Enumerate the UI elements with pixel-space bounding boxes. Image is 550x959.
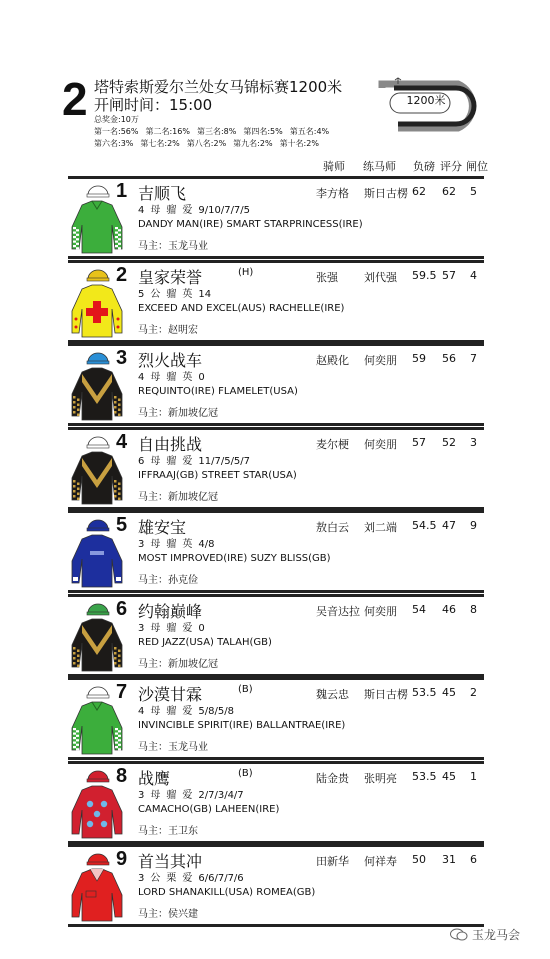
saddle-number: 9: [116, 848, 128, 870]
horse-age: 4: [138, 372, 145, 383]
horse-name: 沙漠甘霖: [138, 685, 203, 704]
prize-10: 第十名:2%: [279, 139, 319, 148]
jockey-name: 陆金贵: [316, 771, 349, 785]
horse-origin: 爱: [182, 873, 193, 884]
horse-name: 皇家荣誉: [138, 267, 203, 287]
trainer-name: 何奕朋: [364, 354, 397, 367]
rating-value: 31: [442, 853, 456, 866]
row-divider: [68, 761, 484, 764]
horse-age: 5: [138, 288, 145, 300]
owner-name: 孙克俭: [168, 575, 198, 586]
saddle-number: 1: [116, 180, 128, 202]
trainer-name: 刘二端: [364, 521, 397, 534]
prize-9: 第九名:2%: [233, 139, 273, 148]
recent-form: 0: [198, 622, 205, 634]
recent-form: 2/7/3/4/7: [198, 789, 244, 801]
rating-value: 46: [442, 602, 456, 616]
horse-origin: 爱: [182, 706, 193, 717]
owner-name: 玉龙马业: [168, 241, 208, 252]
horse-sex: 母: [150, 539, 161, 550]
prize-6: 第六名:3%: [94, 139, 134, 148]
prize-8: 第八名:2%: [186, 139, 227, 148]
row-divider: [68, 427, 484, 430]
track-distance-label: 1200米: [406, 94, 446, 107]
weight-value: 62: [412, 185, 426, 198]
race-header: [62, 70, 490, 158]
recent-form: 4/8: [198, 539, 215, 550]
horse-age: 3: [138, 622, 145, 634]
draw-value: 2: [470, 686, 477, 699]
runner-row: [68, 594, 484, 677]
race-start-time: 开闸时间：15:00: [94, 96, 213, 114]
recent-form: 14: [198, 288, 212, 300]
prize-4: 第四名:5%: [243, 127, 283, 136]
watermark: [450, 926, 520, 943]
horse-sex: 母: [150, 372, 161, 383]
row-divider: [68, 260, 484, 263]
owner-line: [138, 488, 218, 503]
horse-details: [138, 368, 211, 383]
jockey-name: 张强: [316, 270, 338, 284]
owner-prefix: 马主：: [138, 825, 168, 837]
recent-form: 0: [198, 372, 205, 383]
horse-origin: 英: [182, 539, 193, 550]
owner-prefix: 马主：: [138, 324, 168, 336]
horse-sex: 母: [150, 455, 161, 467]
runner-row: [68, 510, 484, 593]
runner-row: [68, 176, 484, 259]
row-divider: [68, 924, 484, 927]
horse-color: 骝: [166, 372, 177, 383]
horse-origin: 爱: [182, 789, 193, 801]
owner-prefix: 马主：: [138, 909, 168, 920]
jockey-name: 敖白云: [316, 521, 349, 534]
pedigree: MOST IMPROVED(IRE) SUZY BLISS(GB): [138, 553, 331, 564]
horse-details: [138, 869, 250, 884]
draw-value: 7: [470, 352, 477, 365]
race-title: 塔特索斯爱尔兰处女马锦标赛1200米: [94, 78, 343, 96]
track-diagram: [374, 74, 486, 132]
rating-value: 57: [442, 268, 456, 282]
horse-sex: 母: [150, 789, 161, 801]
draw-value: 8: [470, 602, 477, 616]
owner-name: 新加坡亿冠: [168, 491, 218, 503]
jockey-name: 李方格: [316, 187, 349, 200]
runner-row: [68, 343, 484, 426]
horse-color: 骝: [166, 622, 177, 634]
prize-7: 第七名:2%: [140, 139, 180, 148]
horse-sex: 母: [150, 706, 161, 717]
owner-line: [138, 571, 198, 586]
total-purse: 总奖金:10万: [94, 115, 139, 124]
owner-line: [138, 905, 198, 920]
horse-name: 自由挑战: [138, 434, 203, 454]
owner-line: [138, 738, 208, 753]
runner-row: [68, 427, 484, 510]
weight-value: 57: [412, 435, 426, 449]
gear-code: (B): [238, 767, 253, 779]
horse-name: 烈火战车: [138, 351, 203, 370]
horse-sex: 公: [150, 873, 161, 884]
weight-value: 53.5: [412, 686, 437, 699]
horse-color: 骝: [166, 789, 177, 801]
owner-line: [138, 655, 218, 670]
trainer-name: 何祥寿: [364, 855, 397, 868]
horse-age: 3: [138, 789, 145, 801]
horse-origin: 爱: [182, 622, 193, 634]
horse-color: 骝: [166, 706, 177, 717]
owner-prefix: 马主：: [138, 658, 168, 670]
owner-prefix: 马主：: [138, 742, 168, 753]
rating-value: 52: [442, 435, 456, 449]
weight-value: 54: [412, 602, 426, 616]
recent-form: 5/8/5/8: [198, 706, 234, 717]
runner-row: [68, 677, 484, 760]
horse-age: 3: [138, 539, 145, 550]
horse-color: 骝: [166, 288, 177, 300]
pedigree: IFFRAAJ(GB) STREET STAR(USA): [138, 469, 297, 481]
horse-color: 栗: [166, 873, 177, 884]
saddle-number: 5: [116, 514, 128, 536]
draw-value: 4: [470, 268, 477, 282]
saddle-number: 8: [116, 764, 128, 787]
recent-form: 11/7/5/5/7: [198, 455, 251, 467]
horse-age: 4: [138, 706, 145, 717]
pedigree: INVINCIBLE SPIRIT(IRE) BALLANTRAE(IRE): [138, 720, 346, 731]
gear-code: (H): [238, 266, 254, 278]
horse-origin: 爱: [182, 205, 193, 216]
horse-name: 首当其冲: [138, 852, 203, 871]
pedigree: REQUINTO(IRE) FLAMELET(USA): [138, 386, 298, 397]
owner-line: [138, 237, 208, 252]
pedigree: EXCEED AND EXCEL(AUS) RACHELLE(IRE): [138, 302, 345, 314]
jockey-name: 田新华: [316, 855, 349, 868]
horse-details: [138, 285, 217, 300]
prize-1: 第一名:56%: [94, 127, 139, 136]
pedigree: LORD SHANAKILL(USA) ROMEA(GB): [138, 887, 316, 898]
horse-details: [138, 201, 256, 216]
owner-name: 新加坡亿冠: [168, 408, 218, 419]
horse-color: 骝: [166, 205, 177, 216]
horse-name: 战鹰: [138, 768, 171, 788]
col-draw: 闸位: [466, 160, 488, 173]
horse-details: [138, 535, 220, 550]
horse-details: [138, 619, 211, 634]
horse-details: [138, 452, 256, 467]
rating-value: 56: [442, 352, 456, 365]
horse-name: 吉顺飞: [138, 184, 187, 203]
watermark-text: 玉龙马会: [472, 928, 521, 942]
owner-name: 新加坡亿冠: [168, 658, 218, 670]
draw-value: 5: [470, 185, 477, 198]
race-number: 2: [62, 73, 88, 125]
owner-prefix: 马主：: [138, 575, 168, 586]
jockey-name: 麦尔梗: [316, 437, 349, 451]
trainer-name: 斯日古楞: [364, 688, 408, 701]
row-divider: [68, 677, 484, 680]
saddle-number: 2: [116, 263, 128, 286]
runner-row: [68, 260, 484, 343]
owner-line: [138, 321, 198, 336]
row-divider: [68, 176, 484, 179]
horse-age: 4: [138, 205, 145, 216]
horse-origin: 爱: [182, 455, 193, 467]
owner-name: 赵明宏: [168, 324, 198, 336]
horse-details: [138, 786, 250, 801]
saddle-number: 7: [116, 681, 128, 703]
owner-prefix: 马主：: [138, 241, 168, 252]
row-divider: [68, 510, 484, 513]
row-divider: [68, 343, 484, 346]
prize-3: 第三名:8%: [196, 127, 237, 136]
rating-value: 45: [442, 769, 456, 783]
chat-bubble-icon: [450, 928, 468, 941]
horse-name: 约翰巅峰: [138, 601, 203, 621]
weight-value: 54.5: [412, 519, 437, 532]
jockey-name: 魏云忠: [316, 688, 349, 701]
weight-value: 59: [412, 352, 426, 365]
draw-value: 9: [470, 519, 477, 532]
rating-value: 45: [442, 686, 456, 699]
saddle-number: 6: [116, 597, 128, 620]
recent-form: 6/6/7/7/6: [198, 873, 244, 884]
prize-split-row-1: [94, 126, 336, 137]
weight-value: 50: [412, 853, 426, 866]
pedigree: RED JAZZ(USA) TALAH(GB): [138, 636, 272, 648]
draw-value: 1: [470, 769, 477, 783]
pedigree: DANDY MAN(IRE) SMART STARPRINCESS(IRE): [138, 219, 363, 230]
horse-sex: 母: [150, 205, 161, 216]
column-headers: [0, 158, 550, 174]
row-divider: [68, 844, 484, 847]
saddle-number: 3: [116, 347, 128, 369]
trainer-name: 何奕朋: [364, 604, 397, 618]
horse-origin: 英: [182, 372, 193, 383]
col-trainer: 练马师: [363, 160, 396, 173]
horse-sex: 母: [150, 622, 161, 634]
col-jockey: 骑师: [323, 160, 345, 173]
horse-color: 骝: [166, 539, 177, 550]
runner-row: [68, 761, 484, 844]
prize-split-row-2: [94, 138, 326, 149]
weight-value: 59.5: [412, 268, 437, 282]
jockey-name: 吴音达拉: [316, 604, 360, 618]
owner-name: 侯兴建: [168, 909, 198, 920]
horse-name: 雄安宝: [138, 518, 187, 537]
jockey-name: 赵殿化: [316, 354, 349, 367]
horse-details: [138, 702, 240, 717]
owner-name: 王卫东: [168, 825, 198, 837]
horse-sex: 公: [150, 288, 161, 300]
horse-age: 3: [138, 873, 145, 884]
weight-value: 53.5: [412, 769, 437, 783]
owner-name: 玉龙马业: [168, 742, 208, 753]
col-rating: 评分: [440, 160, 462, 173]
owner-line: [138, 822, 198, 837]
saddle-number: 4: [116, 430, 128, 453]
prize-2: 第二名:16%: [145, 127, 190, 136]
gear-code: (B): [238, 684, 253, 695]
row-divider: [68, 594, 484, 597]
horse-age: 6: [138, 455, 145, 467]
col-weight: 负磅: [413, 160, 435, 173]
draw-value: 6: [470, 853, 477, 866]
trainer-name: 张明亮: [364, 771, 397, 785]
owner-prefix: 马主：: [138, 491, 168, 503]
draw-value: 3: [470, 435, 477, 449]
runner-row: [68, 844, 484, 927]
owner-prefix: 马主：: [138, 408, 168, 419]
rating-value: 62: [442, 185, 456, 198]
horse-origin: 英: [182, 288, 193, 300]
trainer-name: 刘代强: [364, 270, 397, 284]
owner-line: [138, 404, 218, 419]
horse-color: 骝: [166, 455, 177, 467]
trainer-name: 何奕朋: [364, 437, 397, 451]
trainer-name: 斯日古楞: [364, 187, 408, 200]
prize-5: 第五名:4%: [289, 127, 330, 136]
pedigree: CAMACHO(GB) LAHEEN(IRE): [138, 803, 280, 815]
recent-form: 9/10/7/7/5: [198, 205, 251, 216]
rating-value: 47: [442, 519, 456, 532]
